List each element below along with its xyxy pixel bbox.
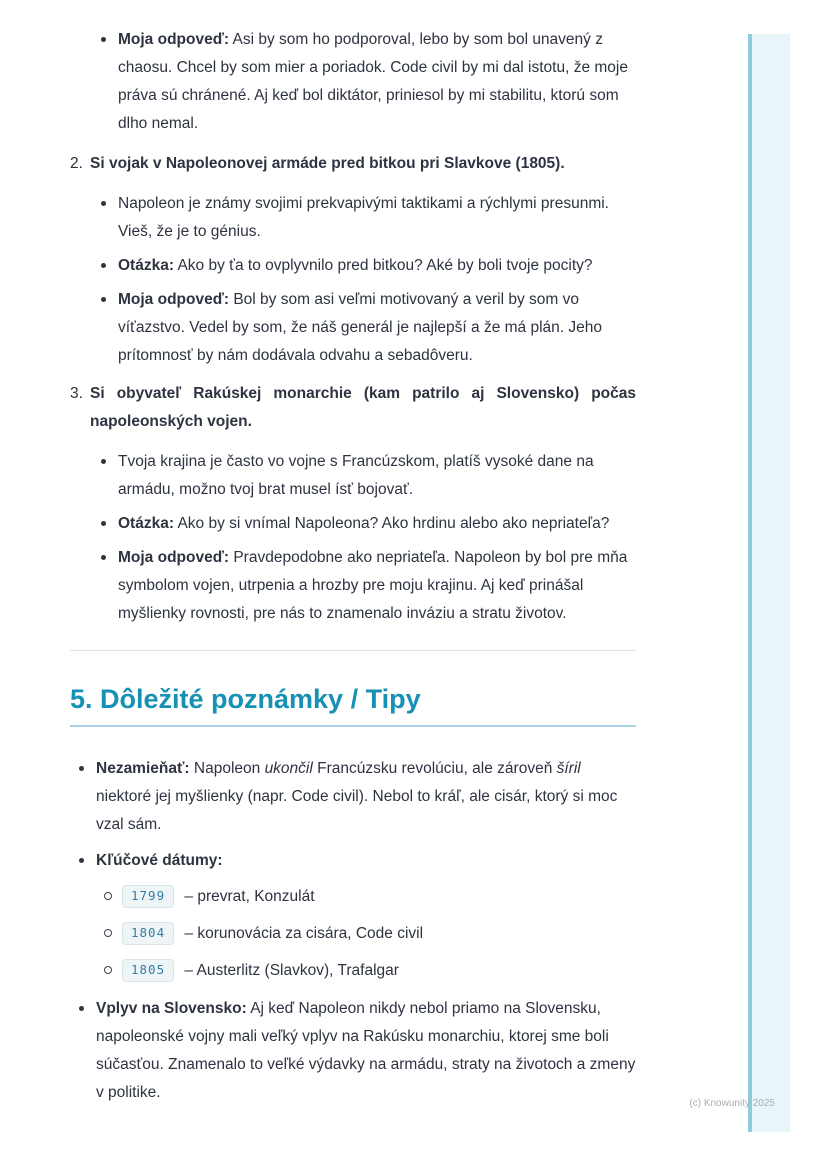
- tip-item-key-dates: [78, 847, 636, 985]
- bullet-item: [100, 252, 636, 280]
- strip-accent-line: [748, 34, 752, 1132]
- numbered-item-title-row: [70, 380, 636, 436]
- bullet-item: [100, 286, 636, 370]
- tip-text-italic: šíril: [556, 760, 581, 777]
- section-heading: 5. Dôležité poznámky / Tipy: [70, 683, 636, 727]
- tip-text-segment: niektoré jej myšlienky (napr. Code civil). Nebol to kráľ, ale cisár, ktorý si moc vzal sám.: [96, 788, 618, 833]
- bullet-item: [100, 26, 636, 138]
- bullet-item: [100, 190, 636, 246]
- bullet-text: Bol by som asi veľmi motivovaný a veril by som vo víťazstvo. Vedel by som, že náš generál je najlepší a že má plán. Jeho prítomnosť by nám dodávala odvahu a sebadôveru.: [118, 291, 603, 364]
- item-title: Si vojak v Napoleonovej armáde pred bitkou pri Slavkove (1805).: [90, 155, 565, 172]
- tip-text: Aj keď Napoleon nikdy nebol priamo na Slovensku, napoleonské vojny mali veľký vplyv na Rakúsku monarchiu, ktorej sme boli súčasťou. Znamenalo to veľké výdavky na armádu, straty na životoch a zmeny v politike.: [96, 1000, 636, 1101]
- year-badge: 1799: [122, 885, 174, 908]
- item-title: Si obyvateľ Rakúskej monarchie (kam patrilo aj Slovensko) počas napoleonských vojen.: [90, 385, 636, 430]
- year-badge: 1805: [122, 959, 174, 982]
- tip-text-italic: ukončil: [264, 760, 313, 777]
- numbered-item-title-row: [70, 150, 636, 178]
- tip-label: Vplyv na Slovensko:: [96, 1000, 247, 1017]
- document-content: [70, 26, 636, 1115]
- bullet-label: Otázka:: [118, 257, 174, 274]
- date-item: [104, 920, 636, 948]
- bullet-text: Tvoja krajina je často vo vojne s Francúzskom, platíš vysoké dane na armádu, možno tvoj brat musel ísť bojovať.: [118, 453, 594, 498]
- date-item: [104, 883, 636, 911]
- bullet-label: Moja odpoveď:: [118, 291, 230, 308]
- bullet-item: [100, 448, 636, 504]
- date-item: [104, 957, 636, 985]
- bullet-text: Asi by som ho podporoval, lebo by som bol unavený z chaosu. Chcel by som mier a poriadok. Code civil by mi dal istotu, že moje práva sú chránené. Aj keď bol diktátor, priniesol by mi stabilitu, ktorú som dlho nemal.: [118, 31, 628, 132]
- tip-item-nezamienat: [78, 755, 636, 839]
- bullet-text: Ako by si vnímal Napoleona? Ako hrdinu alebo ako nepriateľa?: [177, 515, 610, 532]
- item-bullet-list: [70, 448, 636, 628]
- bullet-text: Pravdepodobne ako nepriateľa. Napoleon by bol pre mňa symbolom vojen, utrpenia a hrozby pre moju krajinu. Aj keď prinášal myšlienky rovnosti, pre nás to znamenalo inváziu a stratu životov.: [118, 549, 628, 622]
- bullet-text: Napoleon je známy svojimi prekvapivými taktikami a rýchlymi presunmi. Vieš, že je to génius.: [118, 195, 609, 240]
- continued-bullet-list: [70, 26, 636, 138]
- item-bullet-list: [70, 190, 636, 370]
- bullet-label: Moja odpoveď:: [118, 549, 230, 566]
- year-badge: 1804: [122, 922, 174, 945]
- bullet-text: Ako by ťa to ovplyvnilo pred bitkou? Aké by boli tvoje pocity?: [177, 257, 593, 274]
- numbered-item-2: [70, 150, 636, 370]
- tip-label: Kľúčové dátumy:: [96, 852, 223, 869]
- bullet-item: [100, 510, 636, 538]
- section-divider: [70, 650, 636, 651]
- bullet-item: [100, 544, 636, 628]
- tip-label: Nezamieňať:: [96, 760, 190, 777]
- item-number: 3.: [70, 385, 83, 402]
- bullet-label: Moja odpoveď:: [118, 31, 230, 48]
- item-number: 2.: [70, 155, 83, 172]
- date-text: – Austerlitz (Slavkov), Trafalgar: [184, 962, 399, 979]
- footer-credit: (c) Knowunity 2025: [689, 1098, 775, 1109]
- bullet-label: Otázka:: [118, 515, 174, 532]
- tip-text-segment: Francúzsku revolúciu, ale zároveň: [312, 760, 557, 777]
- date-text: – korunovácia za cisára, Code civil: [184, 925, 424, 942]
- numbered-item-3: [70, 380, 636, 628]
- right-accent-strip: [748, 34, 790, 1132]
- date-text: – prevrat, Konzulát: [184, 888, 315, 905]
- key-dates-list: [96, 883, 636, 985]
- tip-item-vplyv: [78, 995, 636, 1107]
- tips-list: [70, 755, 636, 1107]
- tip-text-segment: Napoleon: [193, 760, 265, 777]
